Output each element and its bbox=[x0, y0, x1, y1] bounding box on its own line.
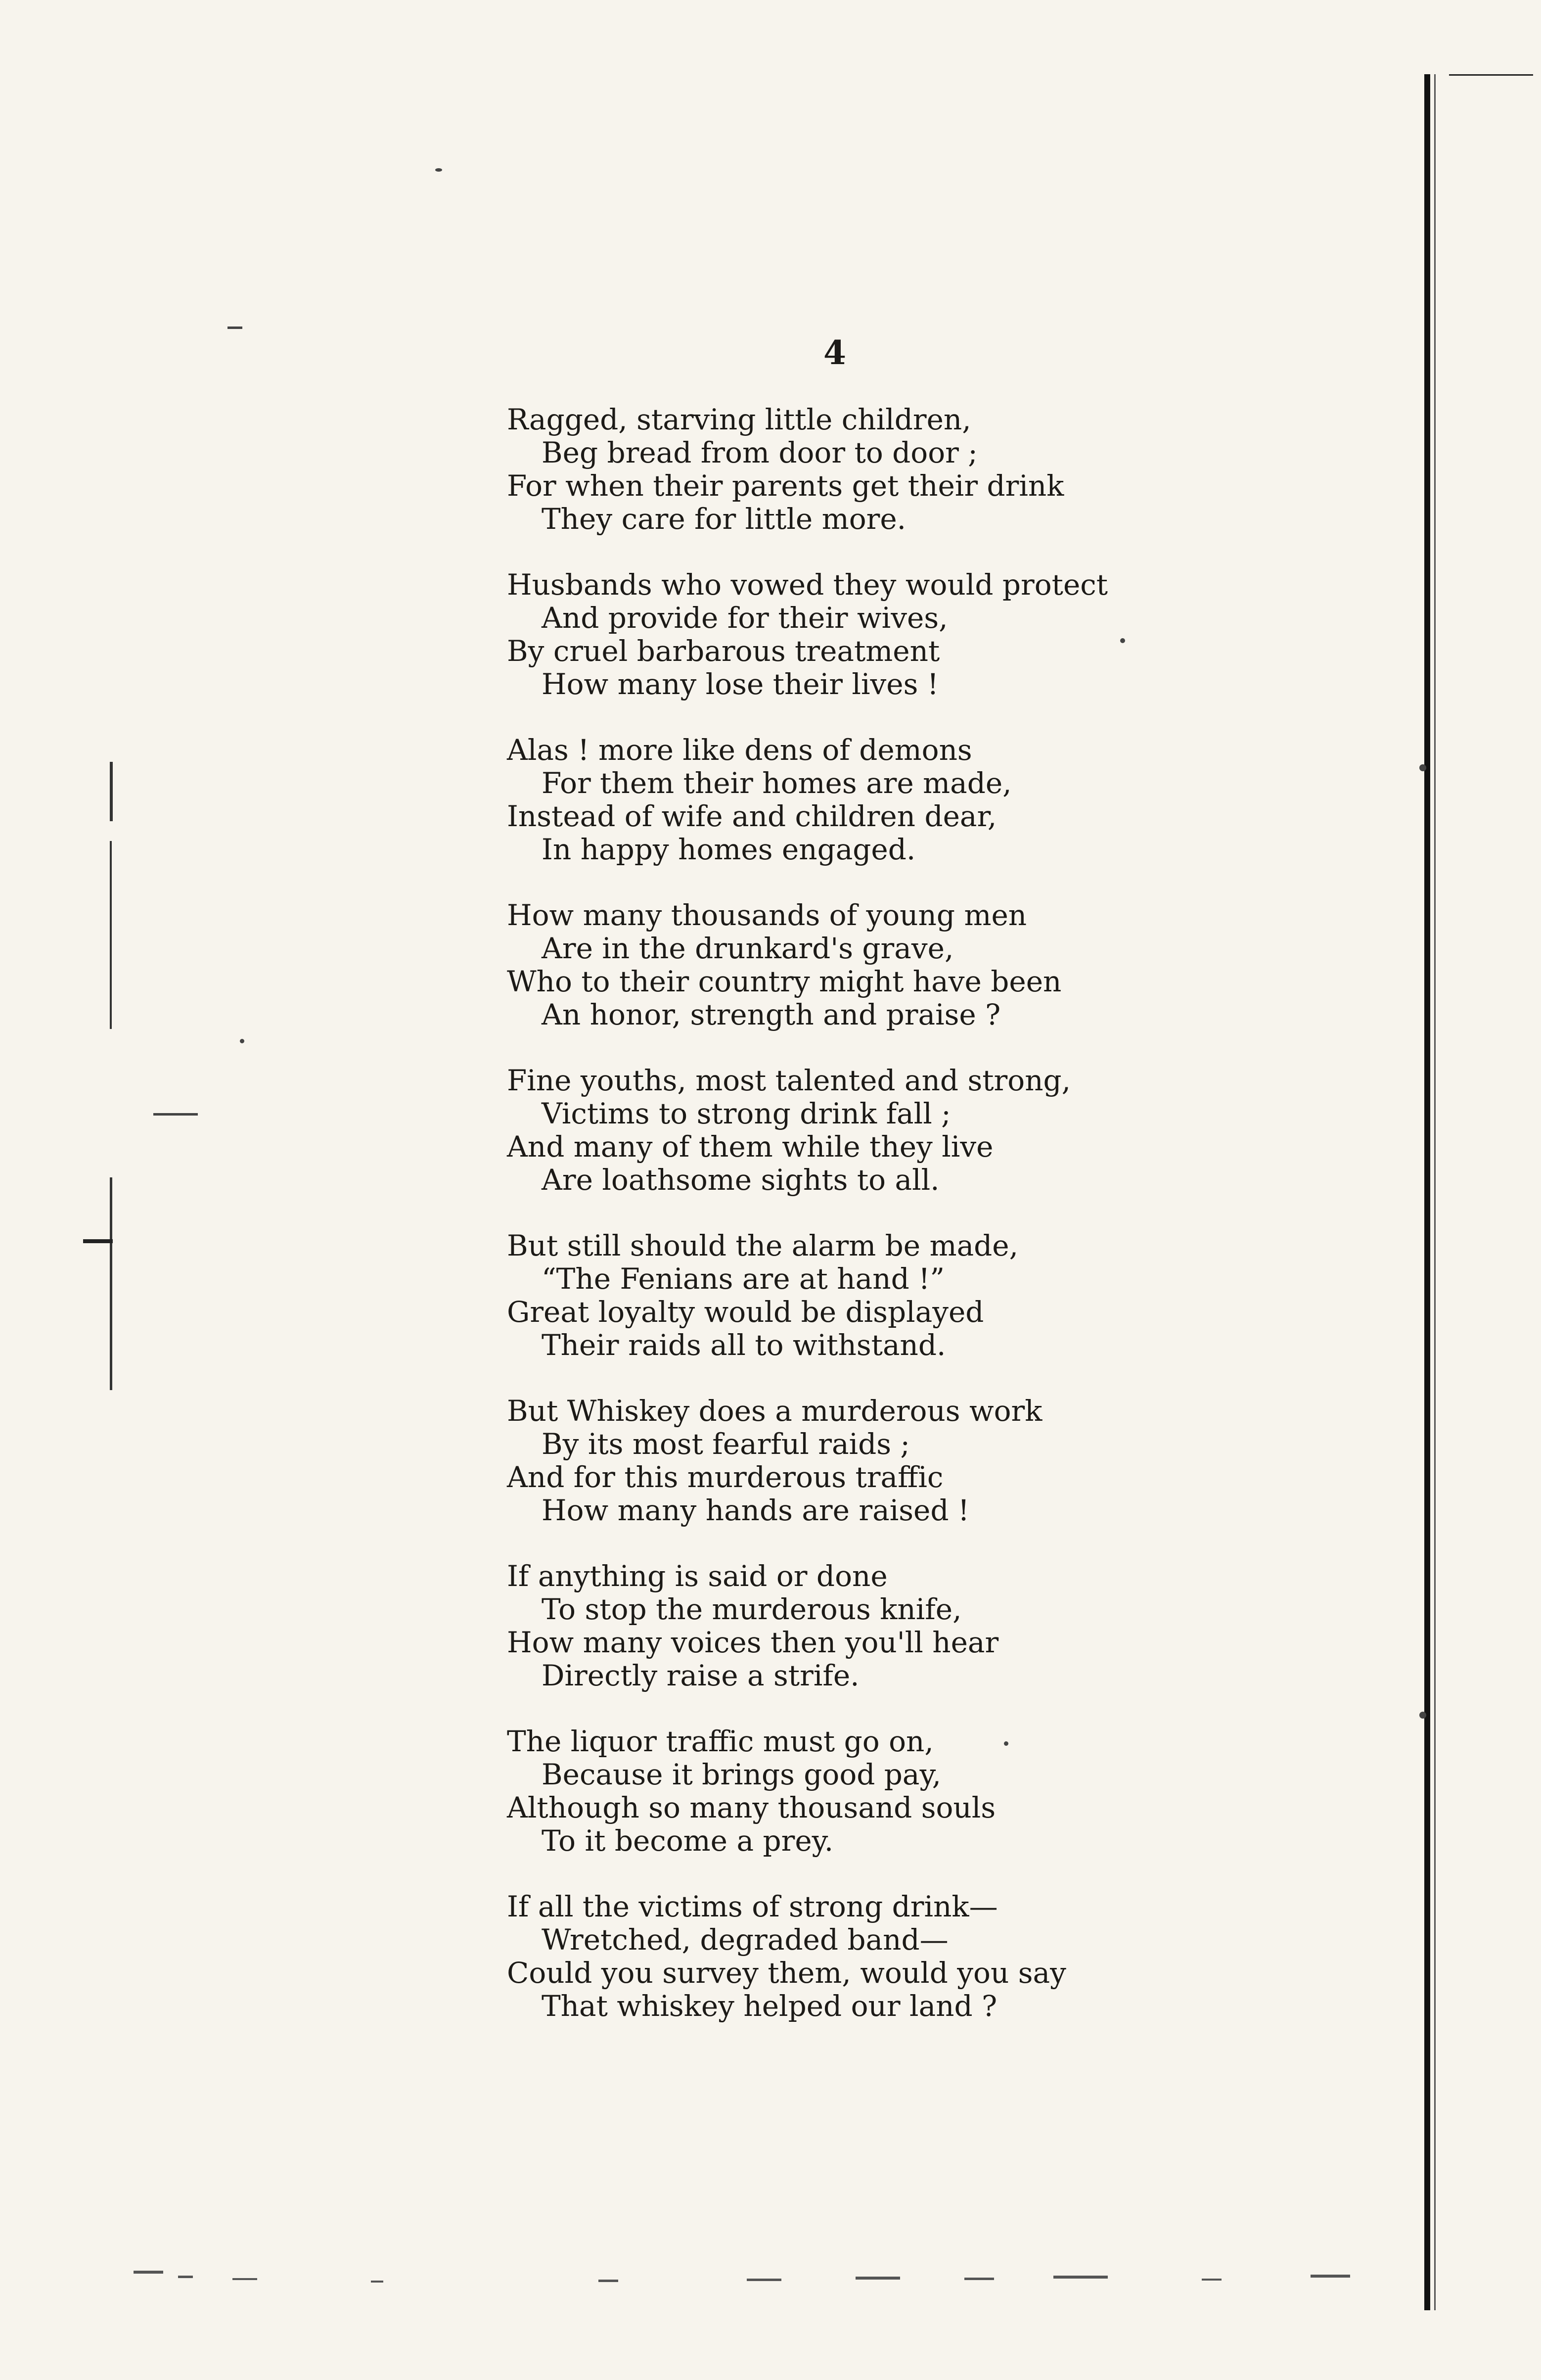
stanza bbox=[507, 1064, 1249, 1197]
poem-line: Alas ! more like dens of demons bbox=[507, 733, 972, 767]
poem-line: Are in the drunkard's grave, bbox=[542, 932, 954, 965]
poem-line: Are loathsome sights to all. bbox=[542, 1163, 940, 1197]
scan-binding-shadow bbox=[1434, 74, 1436, 2310]
poem-line: Directly raise a strife. bbox=[542, 1659, 860, 1692]
poem-line: Although so many thousand souls bbox=[507, 1791, 996, 1824]
poem-line: How many thousands of young men bbox=[507, 898, 1027, 932]
poem-line: “The Fenians are at hand !” bbox=[542, 1262, 945, 1296]
poem-line: Who to their country might have been bbox=[507, 965, 1062, 998]
poem-line: Could you survey them, would you say bbox=[507, 1956, 1066, 1990]
stanza bbox=[507, 1560, 1249, 1692]
scan-speck bbox=[240, 1039, 244, 1043]
scan-speck bbox=[1419, 764, 1426, 771]
poem-line: How many hands are raised ! bbox=[542, 1493, 970, 1527]
poem-line: Wretched, degraded band— bbox=[542, 1923, 949, 1957]
stanza bbox=[507, 899, 1249, 1031]
scan-speck bbox=[227, 327, 242, 329]
scan-edge-line bbox=[1449, 74, 1533, 76]
page-number: 4 bbox=[823, 333, 846, 372]
poem-line: Fine youths, most talented and strong, bbox=[507, 1064, 1071, 1097]
poem-line: That whiskey helped our land ? bbox=[542, 1989, 997, 2023]
stanza bbox=[507, 1395, 1249, 1527]
stanza bbox=[507, 403, 1249, 536]
scan-left-mark bbox=[110, 762, 113, 821]
poem-line: Husbands who vowed they would protect bbox=[507, 568, 1108, 602]
poem-line: The liquor traffic must go on, bbox=[507, 1725, 934, 1758]
scan-left-mark bbox=[110, 1177, 112, 1390]
stanza bbox=[507, 568, 1249, 701]
poem-line: But still should the alarm be made, bbox=[507, 1229, 1019, 1262]
poem-line: But Whiskey does a murderous work bbox=[507, 1394, 1042, 1428]
poem-line: Ragged, starving little children, bbox=[507, 403, 971, 436]
poem-line: How many voices then you'll hear bbox=[507, 1626, 999, 1659]
stanza bbox=[507, 734, 1249, 866]
poem-line: To stop the murderous knife, bbox=[542, 1592, 962, 1626]
scan-speck bbox=[435, 168, 442, 172]
stanza bbox=[507, 1229, 1249, 1362]
scan-speck bbox=[153, 1113, 198, 1116]
scan-left-tick bbox=[83, 1239, 113, 1243]
poem-line: Instead of wife and children dear, bbox=[507, 799, 997, 833]
poem-line: Because it brings good pay, bbox=[542, 1758, 942, 1791]
poem-line: If all the victims of strong drink— bbox=[507, 1890, 998, 1923]
poem bbox=[507, 403, 1249, 2055]
poem-line: By its most fearful raids ; bbox=[542, 1427, 910, 1461]
poem-line: If anything is said or done bbox=[507, 1559, 888, 1593]
poem-line: To it become a prey. bbox=[542, 1824, 834, 1858]
poem-line: And many of them while they live bbox=[507, 1130, 994, 1164]
scan-bottom-noise bbox=[114, 2256, 1424, 2300]
poem-line: Victims to strong drink fall ; bbox=[542, 1097, 951, 1130]
poem-line: By cruel barbarous treatment bbox=[507, 634, 940, 668]
poem-line: For when their parents get their drink bbox=[507, 469, 1064, 503]
poem-line: For them their homes are made, bbox=[542, 766, 1012, 800]
poem-line: And for this murderous traffic bbox=[507, 1460, 944, 1494]
poem-line: How many lose their lives ! bbox=[542, 667, 939, 701]
poem-line: In happy homes engaged. bbox=[542, 833, 916, 866]
poem-line: They care for little more. bbox=[542, 502, 906, 536]
stanza bbox=[507, 1725, 1249, 1858]
poem-line: Great loyalty would be displayed bbox=[507, 1295, 984, 1329]
poem-line: An honor, strength and praise ? bbox=[542, 998, 1001, 1031]
poem-line: And provide for their wives, bbox=[542, 601, 948, 635]
scan-binding-edge bbox=[1424, 74, 1430, 2310]
stanza bbox=[507, 1890, 1249, 2023]
scan-speck bbox=[1419, 1712, 1426, 1719]
poem-line: Beg bread from door to door ; bbox=[542, 436, 978, 469]
scan-left-mark bbox=[110, 841, 112, 1029]
poem-line: Their raids all to withstand. bbox=[542, 1328, 946, 1362]
